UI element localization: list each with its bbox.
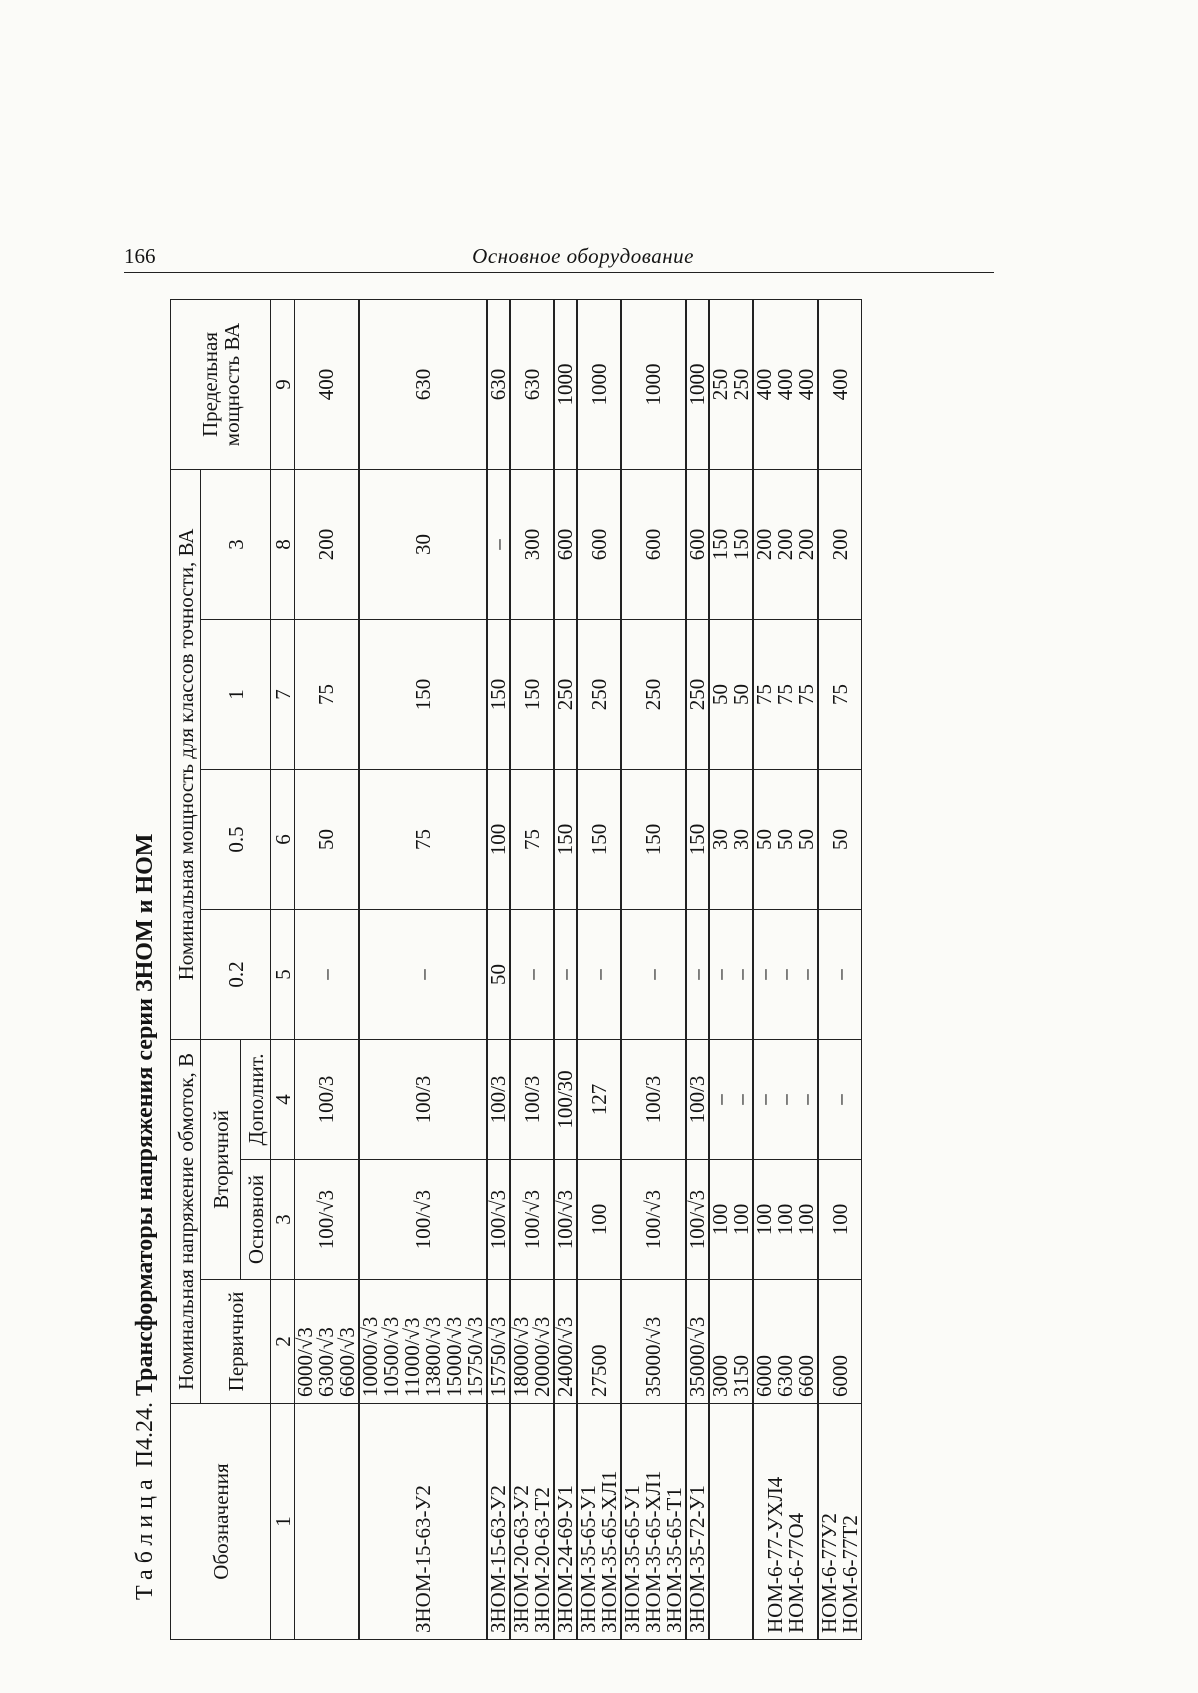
cell-c3	[577, 469, 621, 619]
cell-designation	[554, 1404, 577, 1640]
cell-line: –	[729, 1094, 753, 1105]
cell-line: 100/3	[685, 1075, 709, 1124]
cell-line: 75	[773, 684, 797, 705]
cell-line: 630	[519, 368, 544, 401]
cell-line: 100/√3	[410, 1189, 435, 1250]
cell-line: 100	[794, 1203, 818, 1236]
cell-line: 100/3	[641, 1075, 665, 1124]
cell-line: –	[773, 969, 797, 980]
cell-c1	[487, 620, 510, 770]
cell-line: 1000	[641, 363, 665, 406]
cell-max	[753, 299, 818, 469]
cell-additional	[359, 1040, 487, 1160]
page-number: 166	[124, 244, 156, 268]
cell-line: 100	[586, 1203, 611, 1236]
cell-primary	[577, 1280, 621, 1404]
cell-max	[359, 299, 487, 469]
cell-designation	[487, 1404, 510, 1640]
cell-main	[818, 1160, 862, 1280]
cell-additional	[686, 1040, 709, 1160]
cell-designation	[753, 1404, 818, 1640]
col-class-3: 3	[201, 469, 271, 619]
cell-line: 6000	[752, 1355, 776, 1397]
cell-line: –	[641, 969, 665, 980]
cell-line: 6600/√3	[335, 1327, 359, 1397]
cell-line: 400	[752, 368, 776, 401]
cell-line: ЗНОМ-20-63-У2	[509, 1485, 533, 1633]
table-body	[295, 299, 862, 1639]
col-max-power: Предельная мощность ВА	[171, 299, 271, 469]
cell-line: –	[794, 1094, 818, 1105]
cell-line: 100	[827, 1203, 852, 1236]
cell-c05	[818, 770, 862, 910]
cell-main	[510, 1160, 554, 1280]
running-header	[124, 244, 994, 273]
cell-line: 250	[685, 678, 709, 711]
cell-c3	[295, 469, 360, 619]
cell-line: –	[410, 969, 435, 980]
cell-main	[554, 1160, 577, 1280]
cell-line: 200	[794, 528, 818, 561]
col-designation: Обозначения	[171, 1404, 271, 1640]
cell-line: –	[685, 969, 709, 980]
cell-line: 100/√3	[314, 1189, 338, 1250]
cell-line: 600	[553, 528, 577, 561]
cell-line: 11000/√3	[400, 1317, 424, 1397]
cell-c02	[487, 910, 510, 1040]
cell-line: 30	[410, 534, 435, 555]
cell-line: 150	[586, 823, 611, 856]
cell-line: 100/√3	[685, 1189, 709, 1250]
cell-c02	[510, 910, 554, 1040]
cell-c05	[686, 770, 709, 910]
cell-line: 100/3	[519, 1075, 544, 1124]
cell-c3	[510, 469, 554, 619]
cell-c05	[753, 770, 818, 910]
cell-c05	[621, 770, 686, 910]
cell-additional	[577, 1040, 621, 1160]
cell-c1	[577, 620, 621, 770]
cell-additional	[753, 1040, 818, 1160]
cell-additional	[295, 1040, 360, 1160]
cell-line: 600	[586, 528, 611, 561]
cell-line: 15000/√3	[442, 1316, 466, 1397]
cell-c3	[686, 469, 709, 619]
cell-line: 24000/√3	[553, 1316, 577, 1397]
cell-line: ЗНОМ-35-65-У1	[576, 1485, 600, 1633]
cell-line: 50	[314, 829, 338, 850]
cell-line: 100/√3	[553, 1189, 577, 1250]
cell-line: 50	[708, 684, 732, 705]
cell-main	[709, 1160, 753, 1280]
cell-additional	[818, 1040, 862, 1160]
cell-line: 50	[827, 829, 852, 850]
col-num: 1	[271, 1404, 295, 1640]
cell-line: 100	[486, 823, 510, 856]
cell-line: –	[827, 1094, 852, 1105]
table-row	[554, 299, 577, 1639]
cell-line: 6000	[827, 1355, 852, 1397]
cell-line: 150	[685, 823, 709, 856]
cell-line: 75	[314, 684, 338, 705]
cell-c05	[510, 770, 554, 910]
table-row	[709, 299, 753, 1639]
cell-line: 100	[729, 1203, 753, 1236]
cell-c02	[577, 910, 621, 1040]
cell-line: ЗНОМ-35-65-ХЛ1	[597, 1470, 621, 1633]
cell-line: 150	[553, 823, 577, 856]
cell-c3	[753, 469, 818, 619]
cell-line: 75	[410, 829, 435, 850]
cell-line: 100/30	[553, 1070, 577, 1129]
cell-line: 13800/√3	[421, 1316, 445, 1397]
cell-primary	[686, 1280, 709, 1404]
cell-line: 50	[752, 829, 776, 850]
cell-line: 127	[586, 1083, 611, 1116]
cell-designation	[359, 1404, 487, 1640]
section-title: Основное оборудование	[472, 244, 694, 268]
cell-max	[510, 299, 554, 469]
col-num: 2	[271, 1280, 295, 1404]
cell-primary	[554, 1280, 577, 1404]
cell-line: 630	[486, 368, 510, 401]
col-primary: Первичной	[201, 1280, 271, 1404]
cell-line: 100	[708, 1203, 732, 1236]
cell-line: 600	[685, 528, 709, 561]
col-main: Основной	[241, 1160, 271, 1280]
caption-lead: Таблица	[132, 1473, 158, 1600]
cell-c3	[487, 469, 510, 619]
cell-max	[554, 299, 577, 469]
cell-c1	[818, 620, 862, 770]
cell-designation	[295, 1404, 360, 1640]
cell-line: 150	[708, 528, 732, 561]
cell-additional	[487, 1040, 510, 1160]
cell-primary	[295, 1280, 360, 1404]
cell-c05	[359, 770, 487, 910]
cell-c1	[753, 620, 818, 770]
cell-line: ЗНОМ-35-65-ХЛ1	[641, 1470, 665, 1633]
cell-c1	[709, 620, 753, 770]
cell-line: 100/3	[486, 1075, 510, 1124]
cell-line: 6300	[773, 1355, 797, 1397]
col-num: 6	[271, 770, 295, 910]
rotated-table-block	[120, 300, 960, 1640]
cell-line: 150	[729, 528, 753, 561]
table-row	[510, 299, 554, 1639]
table-row	[818, 299, 862, 1639]
cell-line: 75	[794, 684, 818, 705]
cell-line: 50	[773, 829, 797, 850]
cell-main	[487, 1160, 510, 1280]
cell-main	[621, 1160, 686, 1280]
cell-main	[577, 1160, 621, 1280]
cell-line: 100/√3	[486, 1189, 510, 1250]
cell-line: НОМ-6-77Т2	[838, 1515, 862, 1633]
cell-line: 1000	[586, 363, 611, 406]
cell-line: 200	[773, 528, 797, 561]
cell-c1	[295, 620, 360, 770]
cell-line: 100/√3	[519, 1189, 544, 1250]
cell-main	[295, 1160, 360, 1280]
cell-c05	[554, 770, 577, 910]
cell-line: 15750/√3	[486, 1316, 510, 1397]
table-caption	[120, 300, 170, 1640]
cell-line: 400	[773, 368, 797, 401]
cell-line: 250	[553, 678, 577, 711]
cell-line: 200	[752, 528, 776, 561]
cell-line: 300	[519, 528, 544, 561]
cell-line: 75	[519, 829, 544, 850]
cell-additional	[554, 1040, 577, 1160]
cell-c05	[487, 770, 510, 910]
cell-line: 1000	[553, 363, 577, 406]
cell-c05	[709, 770, 753, 910]
table-row	[686, 299, 709, 1639]
cell-line: 100/√3	[641, 1189, 665, 1250]
cell-max	[577, 299, 621, 469]
table-row	[359, 299, 487, 1639]
cell-line: 200	[314, 528, 338, 561]
cell-line: 30	[729, 829, 753, 850]
cell-designation	[510, 1404, 554, 1640]
cell-c3	[554, 469, 577, 619]
cell-line: –	[752, 969, 776, 980]
cell-primary	[510, 1280, 554, 1404]
cell-line: 27500	[586, 1344, 611, 1397]
cell-line: 400	[827, 368, 852, 401]
column-number-row	[271, 299, 295, 1639]
cell-line: 250	[586, 678, 611, 711]
transformer-table	[170, 299, 862, 1640]
col-num: 5	[271, 910, 295, 1040]
cell-c02	[753, 910, 818, 1040]
cell-primary	[818, 1280, 862, 1404]
cell-additional	[510, 1040, 554, 1160]
col-num: 8	[271, 469, 295, 619]
cell-c3	[621, 469, 686, 619]
cell-line: НОМ-6-77-УХЛ4	[762, 1476, 787, 1633]
cell-c02	[554, 910, 577, 1040]
cell-c1	[359, 620, 487, 770]
cell-primary	[753, 1280, 818, 1404]
cell-line: –	[827, 969, 852, 980]
cell-line: 3150	[729, 1355, 753, 1397]
cell-line: 3000	[708, 1355, 732, 1397]
cell-line: –	[794, 969, 818, 980]
cell-additional	[621, 1040, 686, 1160]
table-row	[295, 299, 360, 1639]
cell-c02	[359, 910, 487, 1040]
cell-max	[621, 299, 686, 469]
cell-c02	[621, 910, 686, 1040]
cell-line: 50	[486, 964, 510, 985]
caption-title: Трансформаторы напряжения серии ЗНОМ и НОМ	[132, 833, 158, 1396]
cell-designation	[621, 1404, 686, 1640]
cell-designation	[709, 1404, 753, 1640]
cell-line: ЗНОМ-35-65-У1	[620, 1485, 644, 1633]
cell-line: –	[519, 969, 544, 980]
cell-c1	[686, 620, 709, 770]
cell-c1	[554, 620, 577, 770]
cell-line: 35000/√3	[641, 1316, 665, 1397]
cell-line: 100	[773, 1203, 797, 1236]
cell-main	[686, 1160, 709, 1280]
caption-number: П4.24.	[132, 1402, 158, 1468]
table-row	[753, 299, 818, 1639]
cell-line: 50	[794, 829, 818, 850]
cell-line: 150	[486, 678, 510, 711]
cell-line: 630	[410, 368, 435, 401]
cell-c02	[818, 910, 862, 1040]
cell-line: 6300/√3	[314, 1327, 338, 1397]
cell-max	[487, 299, 510, 469]
cell-max	[686, 299, 709, 469]
col-num: 7	[271, 620, 295, 770]
cell-max	[295, 299, 360, 469]
cell-line: 100/3	[314, 1075, 338, 1124]
cell-additional	[709, 1040, 753, 1160]
col-class-0-5: 0.5	[201, 770, 271, 910]
cell-line: 150	[519, 678, 544, 711]
cell-c02	[709, 910, 753, 1040]
cell-line: –	[314, 969, 338, 980]
cell-line: –	[752, 1094, 776, 1105]
cell-designation	[577, 1404, 621, 1640]
cell-c1	[510, 620, 554, 770]
cell-line: 100/3	[410, 1075, 435, 1124]
cell-c05	[295, 770, 360, 910]
cell-c3	[359, 469, 487, 619]
cell-line: 18000/√3	[509, 1316, 533, 1397]
col-secondary: Вторичной	[201, 1040, 241, 1280]
cell-line: –	[553, 969, 577, 980]
cell-line: ЗНОМ-15-63-У2	[486, 1485, 510, 1633]
col-class-1: 1	[201, 620, 271, 770]
cell-main	[359, 1160, 487, 1280]
cell-line: –	[486, 539, 510, 550]
cell-line: –	[708, 969, 732, 980]
cell-designation	[818, 1404, 862, 1640]
cell-max	[818, 299, 862, 469]
cell-line: ЗНОМ-24-69-У1	[553, 1485, 577, 1633]
cell-line: 75	[827, 684, 852, 705]
cell-line: 6600	[794, 1355, 818, 1397]
cell-main	[753, 1160, 818, 1280]
cell-line: 6000/√3	[293, 1327, 317, 1397]
cell-line: 150	[410, 678, 435, 711]
cell-c1	[621, 620, 686, 770]
cell-line: НОМ-6-77О4	[783, 1512, 808, 1633]
col-num: 3	[271, 1160, 295, 1280]
cell-line: 20000/√3	[530, 1316, 554, 1397]
cell-designation	[686, 1404, 709, 1640]
cell-line: 15750/√3	[463, 1316, 487, 1397]
table-row	[577, 299, 621, 1639]
cell-c3	[818, 469, 862, 619]
cell-line: 1000	[685, 363, 709, 406]
cell-line: 600	[641, 528, 665, 561]
col-nominal-power: Номинальная мощность для классов точности, ВА	[171, 469, 201, 1039]
cell-line: 10000/√3	[358, 1316, 382, 1397]
cell-line: ЗНОМ-15-63-У2	[410, 1485, 435, 1633]
cell-primary	[487, 1280, 510, 1404]
cell-line: –	[708, 1094, 732, 1105]
cell-line: 250	[641, 678, 665, 711]
cell-line: 30	[708, 829, 732, 850]
cell-line: 150	[641, 823, 665, 856]
cell-c02	[295, 910, 360, 1040]
cell-primary	[621, 1280, 686, 1404]
table-row	[621, 299, 686, 1639]
table-row	[487, 299, 510, 1639]
cell-primary	[359, 1280, 487, 1404]
cell-line: –	[773, 1094, 797, 1105]
col-additional: Дополнит.	[241, 1040, 271, 1160]
cell-line: 75	[752, 684, 776, 705]
cell-c3	[709, 469, 753, 619]
cell-line: ЗНОМ-35-72-У1	[685, 1485, 709, 1633]
cell-line: 50	[729, 684, 753, 705]
cell-line: 250	[729, 368, 753, 401]
cell-line: –	[586, 969, 611, 980]
cell-max	[709, 299, 753, 469]
cell-c02	[686, 910, 709, 1040]
cell-line: НОМ-6-77У2	[817, 1513, 841, 1633]
cell-line: 400	[794, 368, 818, 401]
cell-primary	[709, 1280, 753, 1404]
col-nominal-voltage: Номинальная напряжение обмоток, В	[171, 1040, 201, 1404]
cell-line: 400	[314, 368, 338, 401]
cell-c05	[577, 770, 621, 910]
cell-line: –	[729, 969, 753, 980]
cell-line: 250	[708, 368, 732, 401]
col-num: 9	[271, 299, 295, 469]
cell-line: 200	[827, 528, 852, 561]
col-class-0-2: 0.2	[201, 910, 271, 1040]
cell-line: 10500/√3	[379, 1316, 403, 1397]
cell-line: 35000/√3	[685, 1316, 709, 1397]
col-num: 4	[271, 1040, 295, 1160]
cell-line: 100	[752, 1203, 776, 1236]
cell-line: ЗНОМ-20-63-Т2	[530, 1487, 554, 1633]
cell-line: ЗНОМ-35-65-Т1	[662, 1487, 686, 1633]
